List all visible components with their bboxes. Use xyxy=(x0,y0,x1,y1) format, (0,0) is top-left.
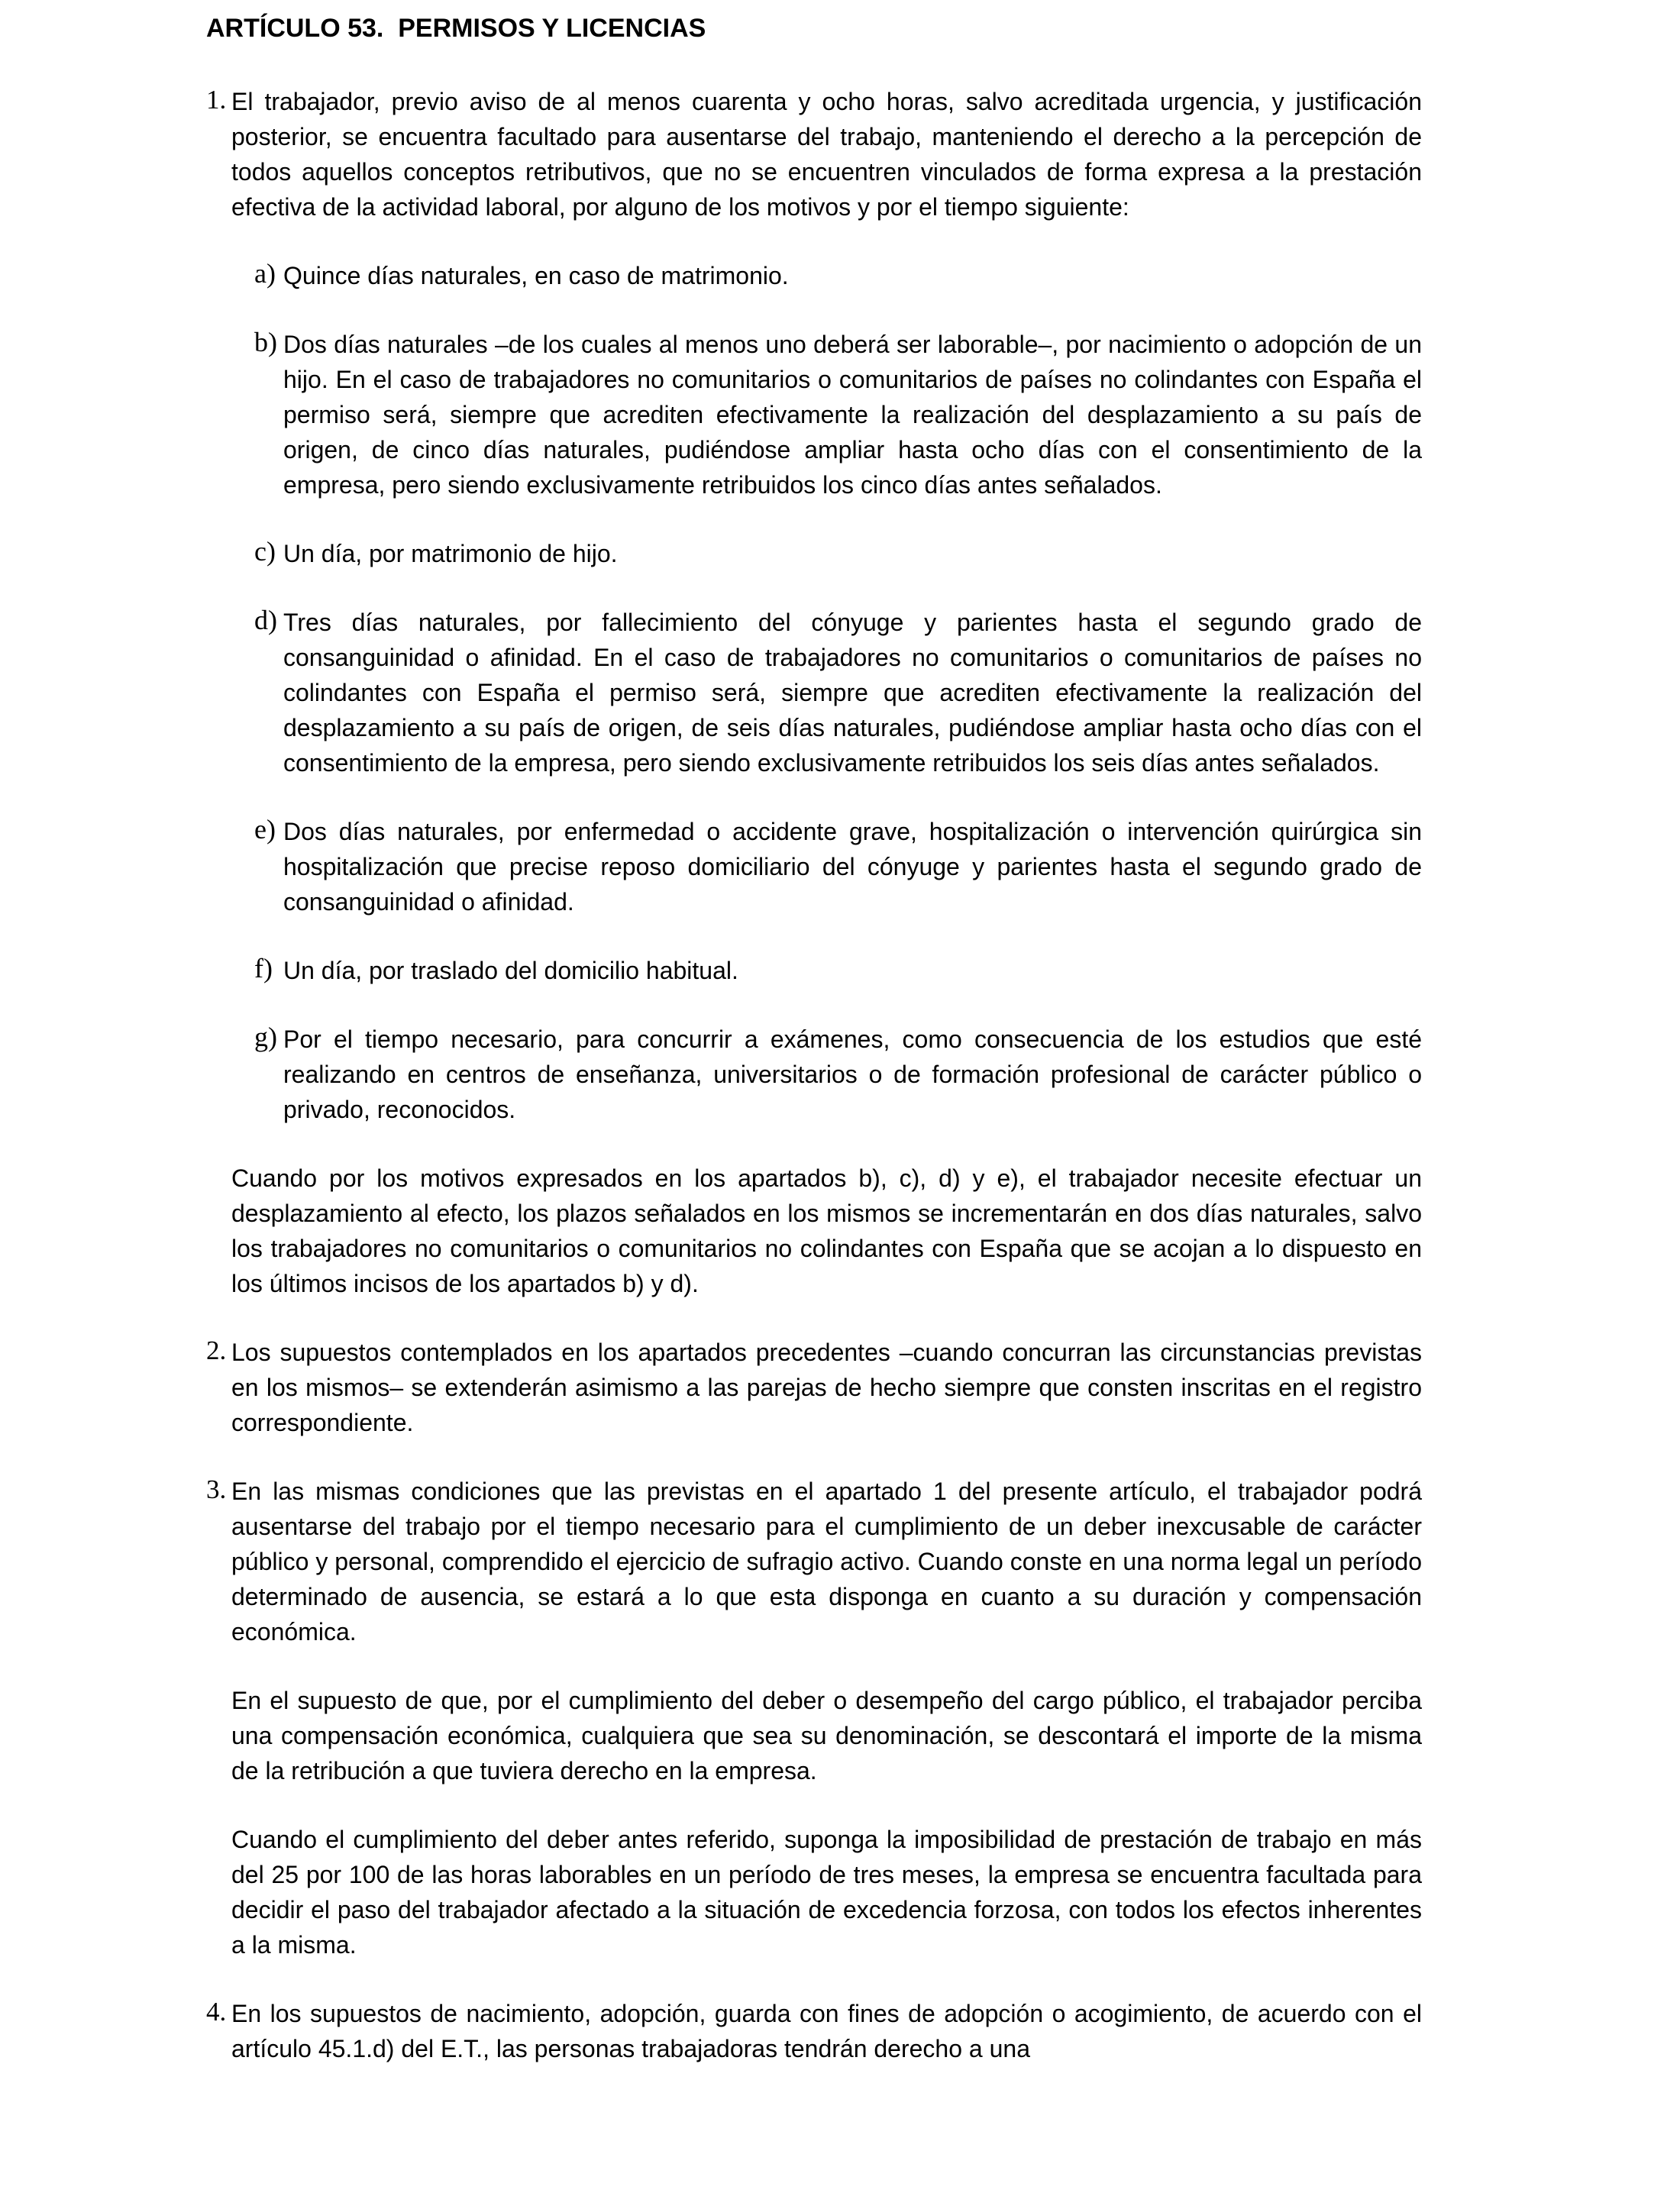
section-2-body xyxy=(231,1335,1422,1440)
list-item-b-marker: b) xyxy=(254,327,277,357)
section-1-intro: El trabajador, previo aviso de al menos cuarenta y ocho horas, salvo acreditada urgencia, y justificación posterior, se encuentra facultado para ausentarse del trabajo, manteniendo el derecho a la percepción de todos aquellos conceptos retributivos, que no se encuentren vinculados de forma expresa a la prestación efectiva de la actividad laboral, por alguno de los motivos y por el tiempo siguiente: xyxy=(231,88,1422,221)
section-4-body xyxy=(231,1996,1422,2066)
section-3-body xyxy=(231,1474,1422,1962)
list-item-e xyxy=(231,814,1422,919)
list-item-d xyxy=(231,605,1422,780)
list-item-g xyxy=(231,1022,1422,1127)
list-item-g-text: Por el tiempo necesario, para concurrir a exámenes, como consecuencia de los estudios que esté realizando en centros de enseñanza, universitarios o de formación profesional de carácter público o privado, reconocidos. xyxy=(283,1025,1422,1123)
list-item-a-text: Quince días naturales, en caso de matrimonio. xyxy=(283,262,789,289)
section-3-paragraph-2: En el supuesto de que, por el cumplimiento del deber o desempeño del cargo público, el trabajador perciba una compensación económica, cualquiera que sea su denominación, se descontará el importe de la misma de la retribución a que tuviera derecho en la empresa. xyxy=(231,1687,1422,1784)
list-item-a xyxy=(231,258,1422,293)
article-title: ARTÍCULO 53. PERMISOS Y LICENCIAS xyxy=(206,14,706,43)
list-item-g-marker: g) xyxy=(254,1022,277,1052)
section-2-marker: 2. xyxy=(206,1336,227,1365)
list-item-e-marker: e) xyxy=(254,814,276,845)
list-item-c xyxy=(231,536,1422,571)
list-item-a-marker: a) xyxy=(254,258,276,289)
list-item-f-text: Un día, por traslado del domicilio habitual. xyxy=(283,957,738,984)
list-item-c-text: Un día, por matrimonio de hijo. xyxy=(283,540,618,567)
section-1-marker: 1. xyxy=(206,85,227,115)
list-item-f-marker: f) xyxy=(254,953,273,983)
section-3 xyxy=(206,1474,1422,1962)
list-item-c-marker: c) xyxy=(254,536,276,567)
section-1 xyxy=(206,84,1422,1301)
list-item-f xyxy=(231,953,1422,988)
section-4-paragraph-1: En los supuestos de nacimiento, adopción, guarda con fines de adopción o acogimiento, de acuerdo con el artículo 45.1.d) del E.T., las personas trabajadoras tendrán derecho a una xyxy=(231,2000,1422,2062)
section-3-paragraph-3: Cuando el cumplimiento del deber antes referido, suponga la imposibilidad de prestación de trabajo en más del 25 por 100 de las horas laborables en un período de tres meses, la empresa se encuentra facultada para decidir el paso del trabajador afectado a la situación de excedencia forzosa, con todos los efectos inherentes a la misma. xyxy=(231,1826,1422,1959)
section-3-marker: 3. xyxy=(206,1474,227,1504)
list-item-d-text: Tres días naturales, por fallecimiento del cónyuge y parientes hasta el segundo grado de consanguinidad o afinidad. En el caso de trabajadores no comunitarios o comunitarios de países no colindantes con España el permiso será, siempre que acrediten efectivamente la realización del desplazamiento a su país de origen, de seis días naturales, pudiéndose ampliar hasta ocho días con el consentimiento de la empresa, pero siendo exclusivamente retribuidos los seis días antes señalados. xyxy=(283,609,1422,777)
section-4 xyxy=(206,1996,1422,2066)
list-item-b xyxy=(231,327,1422,502)
list-item-b-text: Dos días naturales –de los cuales al menos uno deberá ser laborable–, por nacimiento o adopción de un hijo. En el caso de trabajadores no comunitarios o comunitarios de países no colindantes con España el permiso será, siempre que acrediten efectivamente la realización del desplazamiento a su país de origen, de cinco días naturales, pudiéndose ampliar hasta ocho días con el consentimiento de la empresa, pero siendo exclusivamente retribuidos los cinco días antes señalados. xyxy=(283,331,1422,499)
list-item-e-text: Dos días naturales, por enfermedad o accidente grave, hospitalización o intervención quirúrgica sin hospitalización que precise reposo domiciliario del cónyuge y parientes hasta el segundo grado de consanguinidad o afinidad. xyxy=(283,818,1422,916)
section-3-paragraph-1: En las mismas condiciones que las previstas en el apartado 1 del presente artículo, el trabajador podrá ausentarse del trabajo por el tiempo necesario para el cumplimiento de un deber inexcusable de carácter público y personal, comprendido el ejercicio de sufragio activo. Cuando conste en una norma legal un período determinado de ausencia, se estará a lo que esta disponga en cuanto a su duración y compensación económica. xyxy=(231,1478,1422,1646)
section-1-closing: Cuando por los motivos expresados en los apartados b), c), d) y e), el trabajador necesite efectuar un desplazamiento al efecto, los plazos señalados en los mismos se incrementarán en dos días naturales, salvo los trabajadores no comunitarios o comunitarios no colindantes con España que se acojan a lo dispuesto en los últimos incisos de los apartados b) y d). xyxy=(231,1164,1422,1297)
section-4-marker: 4. xyxy=(206,1997,227,2027)
list-item-d-marker: d) xyxy=(254,605,277,635)
section-1-body xyxy=(231,84,1422,1301)
section-2 xyxy=(206,1335,1422,1440)
section-2-paragraph-1: Los supuestos contemplados en los apartados precedentes –cuando concurran las circunstancias previstas en los mismos– se extenderán asimismo a las parejas de hecho siempre que consten inscritas en el registro correspondiente. xyxy=(231,1339,1422,1436)
